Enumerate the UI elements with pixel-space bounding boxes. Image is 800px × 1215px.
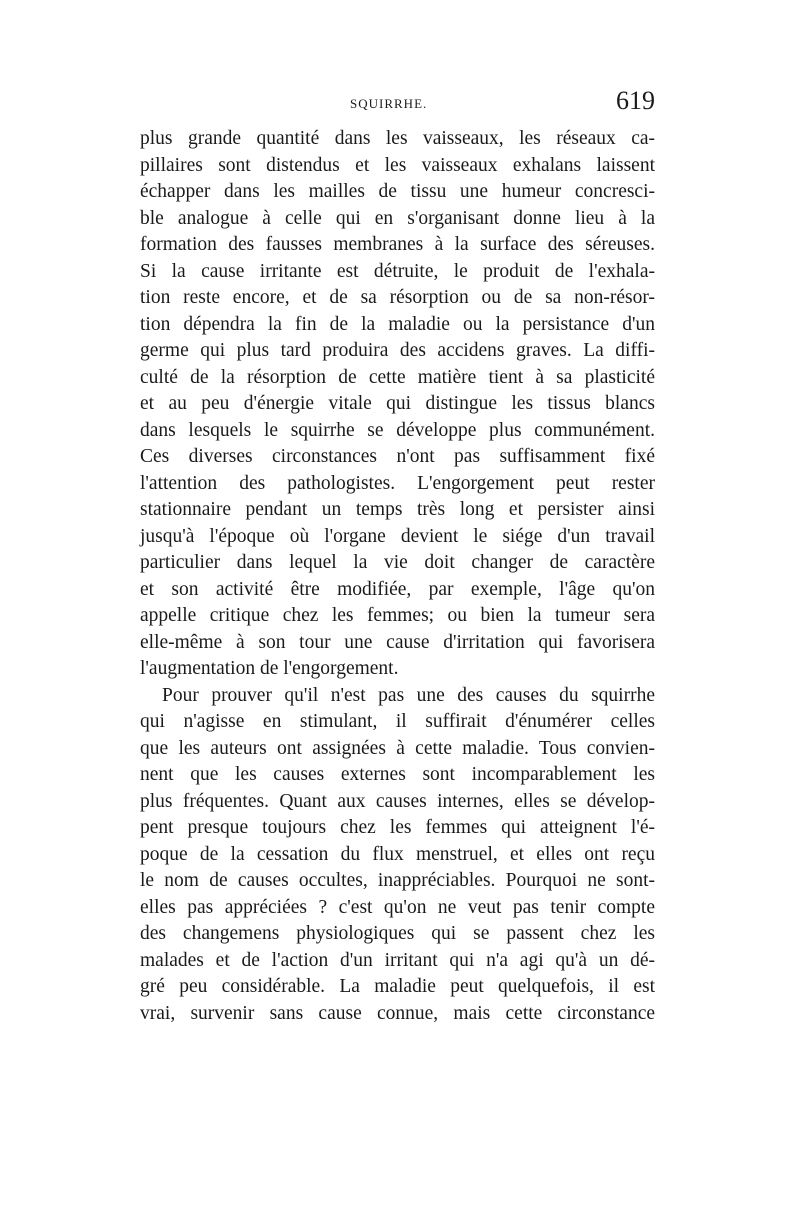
text-line: tion dépendra la fin de la maladie ou la persistance d'un: [140, 313, 655, 335]
text-line: Pour prouver qu'il n'est pas une des causes du squirrhe: [162, 684, 655, 706]
text-line: elle-même à son tour une cause d'irritation qui favorisera: [140, 631, 655, 653]
paragraph-1: [140, 126, 655, 683]
text-line: pillaires sont distendus et les vaisseaux exhalans laissent: [140, 154, 655, 176]
text-line: Si la cause irritante est détruite, le produit de l'exhala-: [140, 260, 655, 282]
text-line: et au peu d'énergie vitale qui distingue les tissus blancs: [140, 393, 655, 414]
text-line: elles pas appréciées ? c'est qu'on ne veut pas tenir compte: [140, 896, 655, 918]
text-line: échapper dans les mailles de tissu une humeur concresci-: [140, 181, 655, 202]
body-text: [140, 126, 655, 1027]
text-line: nent que les causes externes sont incomparablement les: [140, 764, 655, 785]
text-line: poque de la cessation du flux menstruel, et elles ont reçu: [140, 843, 655, 865]
text-line: malades et de l'action d'un irritant qui n'a agi qu'à un dé-: [140, 949, 655, 971]
text-line: pent presque toujours chez les femmes qui atteignent l'é-: [140, 817, 655, 838]
text-line: plus fréquentes. Quant aux causes internes, elles se dévelop-: [140, 790, 655, 812]
text-line: Ces diverses circonstances n'ont pas suffisamment fixé: [140, 446, 655, 467]
text-line: stationnaire pendant un temps très long et persister ainsi: [140, 499, 655, 520]
text-line: des changemens physiologiques qui se passent chez les: [140, 923, 655, 944]
running-head: [140, 86, 655, 126]
text-line: formation des fausses membranes à la surface des séreuses.: [140, 234, 655, 255]
text-line: le nom de causes occultes, inappréciables. Pourquoi ne sont-: [140, 870, 655, 891]
text-line: jusqu'à l'époque où l'organe devient le siége d'un travail: [140, 525, 655, 547]
text-line: particulier dans lequel la vie doit changer de caractère: [140, 552, 655, 573]
text-line: dans lesquels le squirrhe se développe plus communément.: [140, 419, 655, 441]
text-line: l'attention des pathologistes. L'engorgement peut rester: [140, 472, 655, 494]
text-line: plus grande quantité dans les vaisseaux, les réseaux ca-: [140, 128, 655, 149]
text-line: qui n'agisse en stimulant, il suffirait d'énumérer celles: [140, 711, 655, 732]
running-title: SQUIRRHE.: [350, 96, 428, 111]
text-line: que les auteurs ont assignées à cette maladie. Tous convien-: [140, 737, 655, 759]
text-line: culté de la résorption de cette matière tient à sa plasticité: [140, 366, 655, 388]
page-number: 619: [616, 86, 655, 115]
text-line: ble analogue à celle qui en s'organisant donne lieu à la: [140, 207, 655, 229]
text-line: germe qui plus tard produira des accidens graves. La diffi-: [140, 340, 655, 361]
text-line: tion reste encore, et de sa résorption ou de sa non-résor-: [140, 287, 655, 308]
text-line: appelle critique chez les femmes; ou bien la tumeur sera: [140, 605, 655, 626]
text-line: et son activité être modifiée, par exemple, l'âge qu'on: [140, 578, 655, 600]
text-line: vrai, survenir sans cause connue, mais cette circonstance: [140, 1002, 655, 1024]
text-line: l'augmentation de l'engorgement.: [140, 658, 399, 679]
text-line: gré peu considérable. La maladie peut quelquefois, il est: [140, 976, 655, 997]
paragraph-2: [140, 683, 655, 1028]
